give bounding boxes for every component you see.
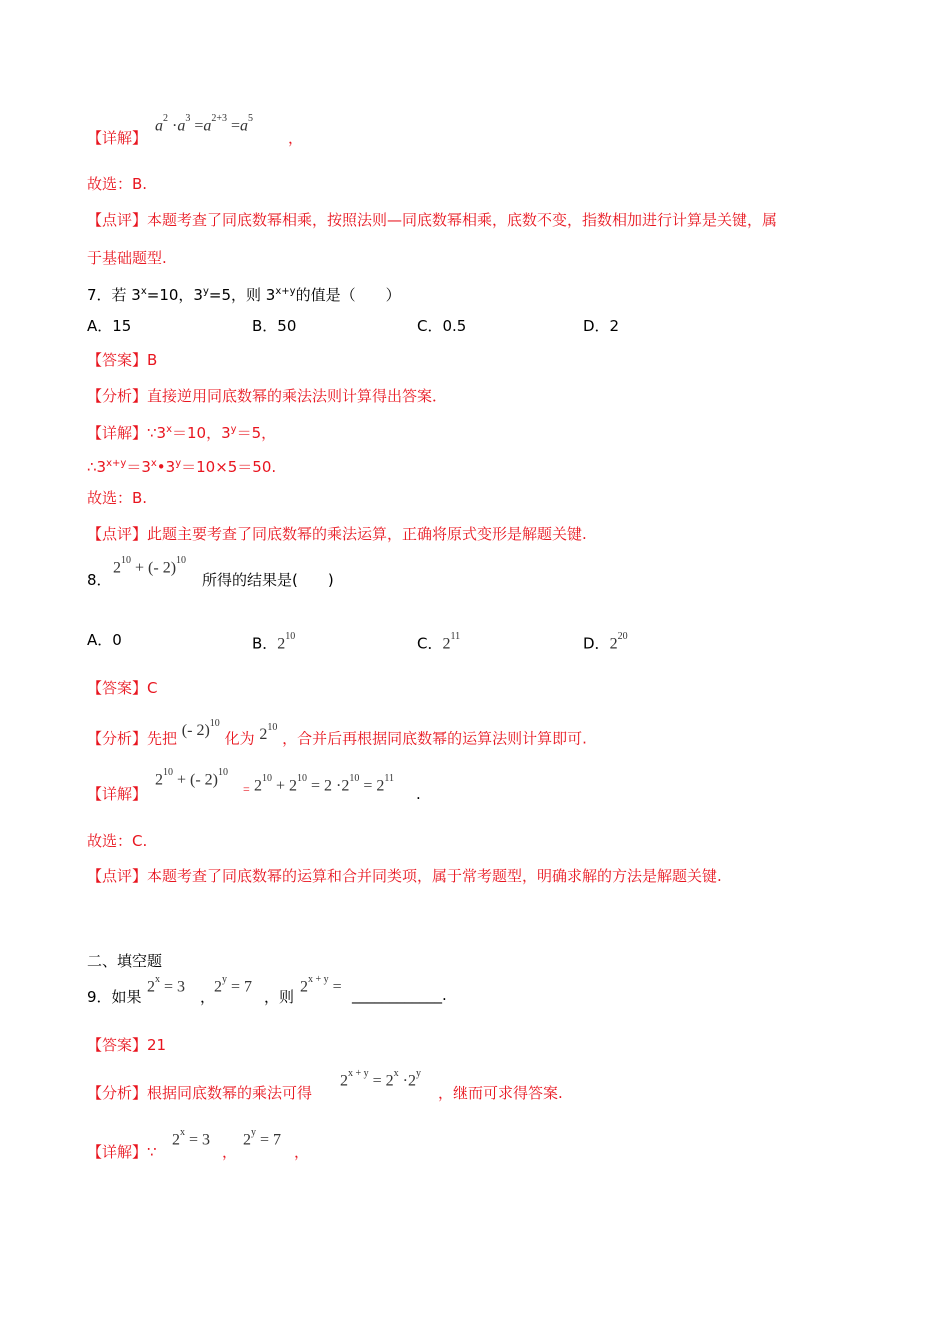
comment-line: 【点评】本题考查了同底数幂相乘，按照法则—同底数幂相乘，底数不变，指数相加进行计算是关键，属	[87, 211, 778, 229]
option-label: A．	[87, 631, 113, 649]
power-product-formula	[155, 113, 254, 135]
math-op: =	[231, 117, 241, 135]
q8-option-b	[252, 630, 295, 654]
math-exp: 10	[176, 555, 187, 566]
answer-blank: ____________	[352, 986, 442, 1004]
math-exp: x	[393, 1068, 399, 1079]
math-exp: 2+3	[211, 113, 227, 124]
q8-detail-result	[254, 773, 395, 795]
q7-text: 的值是（ ）	[295, 286, 401, 304]
math-op: = 2 ·2	[307, 777, 350, 795]
q7-detail-text: ∴3	[87, 458, 107, 476]
math-op: + (- 2)	[173, 771, 219, 789]
q9-target	[300, 974, 342, 996]
q9-cond-2	[214, 974, 253, 996]
q8-expression	[113, 555, 187, 577]
math-op: = 7	[256, 1131, 282, 1149]
math-var: a	[155, 117, 163, 135]
option-label: D．	[583, 634, 610, 653]
q7-comment: 【点评】此题主要考查了同底数幂的乘法运算，正确将原式变形是解题关键.	[87, 525, 587, 543]
q9-detail-cond-1	[172, 1127, 211, 1149]
math-var: a	[240, 117, 249, 135]
q7-detail-text: 【详解】∵3	[87, 424, 167, 442]
q7-detail-text: ＝5，	[236, 424, 277, 442]
option-exp: 10	[285, 631, 296, 642]
math-var: a	[203, 117, 212, 135]
q7-text: =5，则 3	[208, 286, 276, 304]
selection-line: 故选：B.	[87, 175, 148, 193]
q7-detail-2	[87, 454, 276, 477]
q8-comment: 【点评】本题考查了同底数幂的运算和合并同类项，属于常考题型，明确求解的方法是解题关键.	[87, 867, 722, 885]
q8-analysis	[87, 718, 587, 749]
q7-analysis: 【分析】直接逆用同底数幂的乘法法则计算得出答案．	[87, 387, 448, 405]
q8-option-d	[583, 630, 628, 654]
math-base: 2	[259, 726, 268, 744]
math-exp: 10	[267, 722, 278, 733]
math-exp: 10	[209, 718, 220, 729]
math-var: a	[177, 117, 186, 135]
math-exp: 3	[185, 113, 191, 124]
math-exp: x + y	[308, 974, 329, 985]
q7-detail-text: ＝3	[126, 458, 151, 476]
q9-sep: ，	[200, 988, 216, 1006]
math-op: = 3	[185, 1131, 211, 1149]
q7-detail-exp: x	[150, 458, 157, 469]
q7-option-d: D．2	[583, 317, 620, 335]
option-value: 2	[609, 635, 618, 653]
q9-analysis-tail: ，继而可求得答案.	[438, 1084, 563, 1102]
math-base: 2	[113, 559, 121, 577]
q8-detail-tail: .	[416, 785, 421, 803]
math-op: =	[328, 978, 342, 996]
q9-cond-1	[147, 974, 186, 996]
comment-line-cont: 于基础题型.	[87, 249, 167, 267]
option-exp: 11	[450, 631, 461, 642]
math-op: +	[135, 559, 145, 577]
q7-selection: 故选：B.	[87, 489, 148, 507]
q8-answer: 【答案】C	[87, 679, 158, 697]
math-exp: 10	[218, 767, 229, 778]
q9-answer: 【答案】21	[87, 1036, 167, 1054]
option-label: C．	[417, 634, 443, 653]
q8-detail-expression	[155, 767, 229, 789]
math-exp: x	[180, 1127, 185, 1138]
q8-analysis-text: ，合并后再根据同底数幂的运算法则计算即可.	[282, 729, 587, 748]
q8-analysis-text: 化为	[224, 729, 255, 748]
math-exp: 10	[349, 773, 360, 784]
math-base: 2	[300, 978, 308, 996]
math-exp: y	[251, 1127, 256, 1138]
detail-tag: 【详解】	[87, 129, 148, 147]
q8-option-c	[417, 630, 460, 654]
math-base: 2	[243, 1131, 251, 1149]
math-op: =	[194, 117, 204, 135]
q7-exp: y	[202, 286, 209, 297]
q8-detail-eq: =	[243, 782, 250, 796]
q7-detail-text: ＝10×5＝50.	[181, 458, 277, 476]
q8-detail-tag: 【详解】	[87, 785, 148, 803]
q7-detail-exp: y	[230, 424, 237, 435]
q8-selection: 故选：C.	[87, 832, 148, 850]
q7-detail-exp: x	[166, 424, 173, 435]
q9-detail-sep: ，	[222, 1143, 238, 1161]
q7-text: 7．若 3	[87, 286, 141, 304]
math-base: 2	[155, 771, 163, 789]
q7-detail-exp: x+y	[106, 458, 127, 469]
detail-line-6	[87, 128, 147, 148]
q9-detail-cond-2	[243, 1127, 282, 1149]
math-op: = 2	[359, 777, 385, 795]
math-op: ·2	[398, 1072, 416, 1090]
math-base: 2	[147, 978, 155, 996]
punct: ，	[288, 129, 304, 147]
option-label: B．	[252, 634, 278, 653]
math-op: + 2	[272, 777, 298, 795]
math-op: = 3	[160, 978, 186, 996]
q7-answer: 【答案】B	[87, 351, 158, 369]
q7-text: =10，3	[146, 286, 203, 304]
math-base: 2	[340, 1072, 348, 1090]
math-exp: 10	[163, 767, 173, 778]
math-base: (- 2)	[181, 722, 210, 740]
q8-analysis-text: 【分析】先把	[87, 729, 178, 748]
option-value: 2	[442, 635, 451, 653]
q7-option-a: A．15	[87, 317, 132, 335]
math-exp: 10	[121, 555, 131, 566]
q7-detail-text: •3	[156, 458, 176, 476]
option-value: 0	[112, 631, 122, 649]
math-exp: 11	[384, 773, 395, 784]
q9-analysis-formula	[340, 1068, 421, 1090]
math-exp: y	[222, 974, 227, 985]
math-exp: x + y	[348, 1068, 369, 1079]
section-title-fill-blank: 二、填空题	[87, 952, 163, 970]
question-7	[87, 282, 401, 305]
math-op: = 7	[227, 978, 253, 996]
math-base: 2	[172, 1131, 180, 1149]
q7-exp: x	[140, 286, 147, 297]
math-base: (- 2)	[148, 559, 177, 577]
q7-exp: x+y	[275, 286, 296, 297]
option-exp: 20	[617, 631, 628, 642]
math-base: 2	[254, 777, 262, 795]
math-exp: x	[155, 974, 160, 985]
math-exp: 5	[248, 113, 254, 124]
math-exp: 10	[297, 773, 308, 784]
math-op: = 2	[368, 1072, 394, 1090]
q7-detail-exp: y	[175, 458, 182, 469]
q9-detail-tag: 【详解】∵	[87, 1143, 157, 1161]
q8-number: 8．	[87, 571, 112, 589]
option-value: 2	[277, 635, 286, 653]
q8-option-a	[87, 630, 122, 650]
q8-text: 所得的结果是( )	[202, 571, 334, 589]
math-exp: y	[416, 1068, 421, 1079]
q9-number: 9．如果	[87, 988, 142, 1006]
q7-detail-text: ＝10，3	[172, 424, 231, 442]
math-exp: 10	[262, 773, 272, 784]
q9-analysis: 【分析】根据同底数幂的乘法可得	[87, 1084, 313, 1102]
q9-tail: .	[442, 986, 447, 1004]
math-op: ·	[172, 117, 178, 135]
q9-detail-tail: ，	[294, 1143, 310, 1161]
q9-then: ，则	[264, 988, 295, 1006]
q7-detail	[87, 420, 276, 443]
math-base: 2	[214, 978, 222, 996]
math-exp: 2	[163, 113, 168, 124]
q9-blank	[352, 985, 447, 1005]
q7-option-c: C．0.5	[417, 317, 467, 335]
q7-option-b: B．50	[252, 317, 297, 335]
